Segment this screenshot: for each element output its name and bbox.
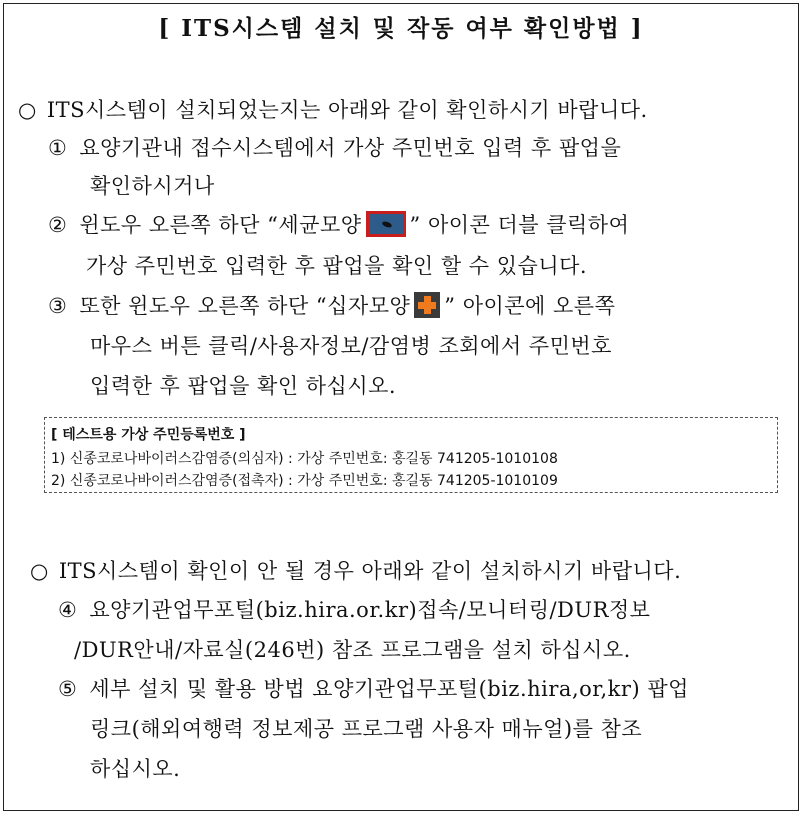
item2-text1b: ” 아이콘 더블 클릭하여 [409, 213, 630, 237]
section2-intro-text: ITS시스템이 확인이 안 될 경우 아래와 같이 설치하시기 바랍니다. [58, 559, 682, 583]
item2-line2: 가상 주민번호 입력한 후 팝업을 확인 할 수 있습니다. [86, 254, 588, 278]
item2-number: ② [48, 213, 68, 237]
test-row-2: 2) 신종코로나바이러스감염증(접촉자) : 가상 주민번호: 홍길동 741205-1010109 [51, 473, 558, 489]
item3-text1b: ” 아이콘에 오른쪽 [444, 294, 616, 318]
item5-line2: 링크(해외여행력 정보제공 프로그램 사용자 매뉴얼)를 참조 [90, 717, 643, 741]
item1-number: ① [48, 136, 68, 160]
item5-number: ⑤ [58, 677, 78, 701]
section2-intro [30, 555, 681, 585]
page-title: [ ITS시스템 설치 및 작동 여부 확인방법 ] [158, 15, 644, 42]
item1-line2: 확인하시거나 [90, 174, 215, 198]
bullet-circle-2: ○ [30, 559, 49, 583]
item3-text1a: 또한 윈도우 오른쪽 하단 “십자모양 [79, 294, 411, 318]
item3-line3: 입력한 후 팝업을 확인 하십시오. [90, 374, 397, 398]
item5-text1: 세부 설치 및 활용 방법 요양기관업무포털(biz.hira,or,kr) 팝업 [89, 677, 689, 701]
test-box-title: [ 테스트용 가상 주민등록번호 ] [51, 427, 246, 443]
item1-line1 [48, 132, 621, 162]
item4-text1: 요양기관업무포털(biz.hira.or.kr)접속/모니터링/DUR정보 [89, 598, 651, 622]
section1-intro [18, 94, 648, 124]
item2-line1 [48, 209, 629, 242]
section1-intro-text: ITS시스템이 설치되었는지는 아래와 같이 확인하시기 바랍니다. [46, 98, 648, 122]
item3-line1 [48, 290, 615, 323]
item4-line2: /DUR안내/자료실(246번) 참조 프로그램을 설치 하십시오. [74, 638, 631, 662]
item5-line3: 하십시오. [90, 757, 181, 781]
test-id-box [44, 417, 778, 493]
item4-number: ④ [58, 598, 78, 622]
item4-line1 [58, 594, 650, 624]
cross-tray-icon [414, 292, 440, 318]
item1-text1: 요양기관내 접수시스템에서 가상 주민번호 입력 후 팝업을 [79, 136, 622, 160]
item2-text1a: 윈도우 오른쪽 하단 “세균모양 [79, 213, 362, 237]
test-row-1: 1) 신종코로나바이러스감염증(의심자) : 가상 주민번호: 홍길동 741205-1010108 [51, 451, 558, 467]
item5-line1 [58, 673, 689, 703]
item3-number: ③ [48, 294, 68, 318]
bacteria-tray-icon [366, 211, 406, 237]
bullet-circle: ○ [18, 98, 37, 122]
item3-line2: 마우스 버튼 클릭/사용자정보/감염병 조회에서 주민번호 [90, 334, 612, 358]
